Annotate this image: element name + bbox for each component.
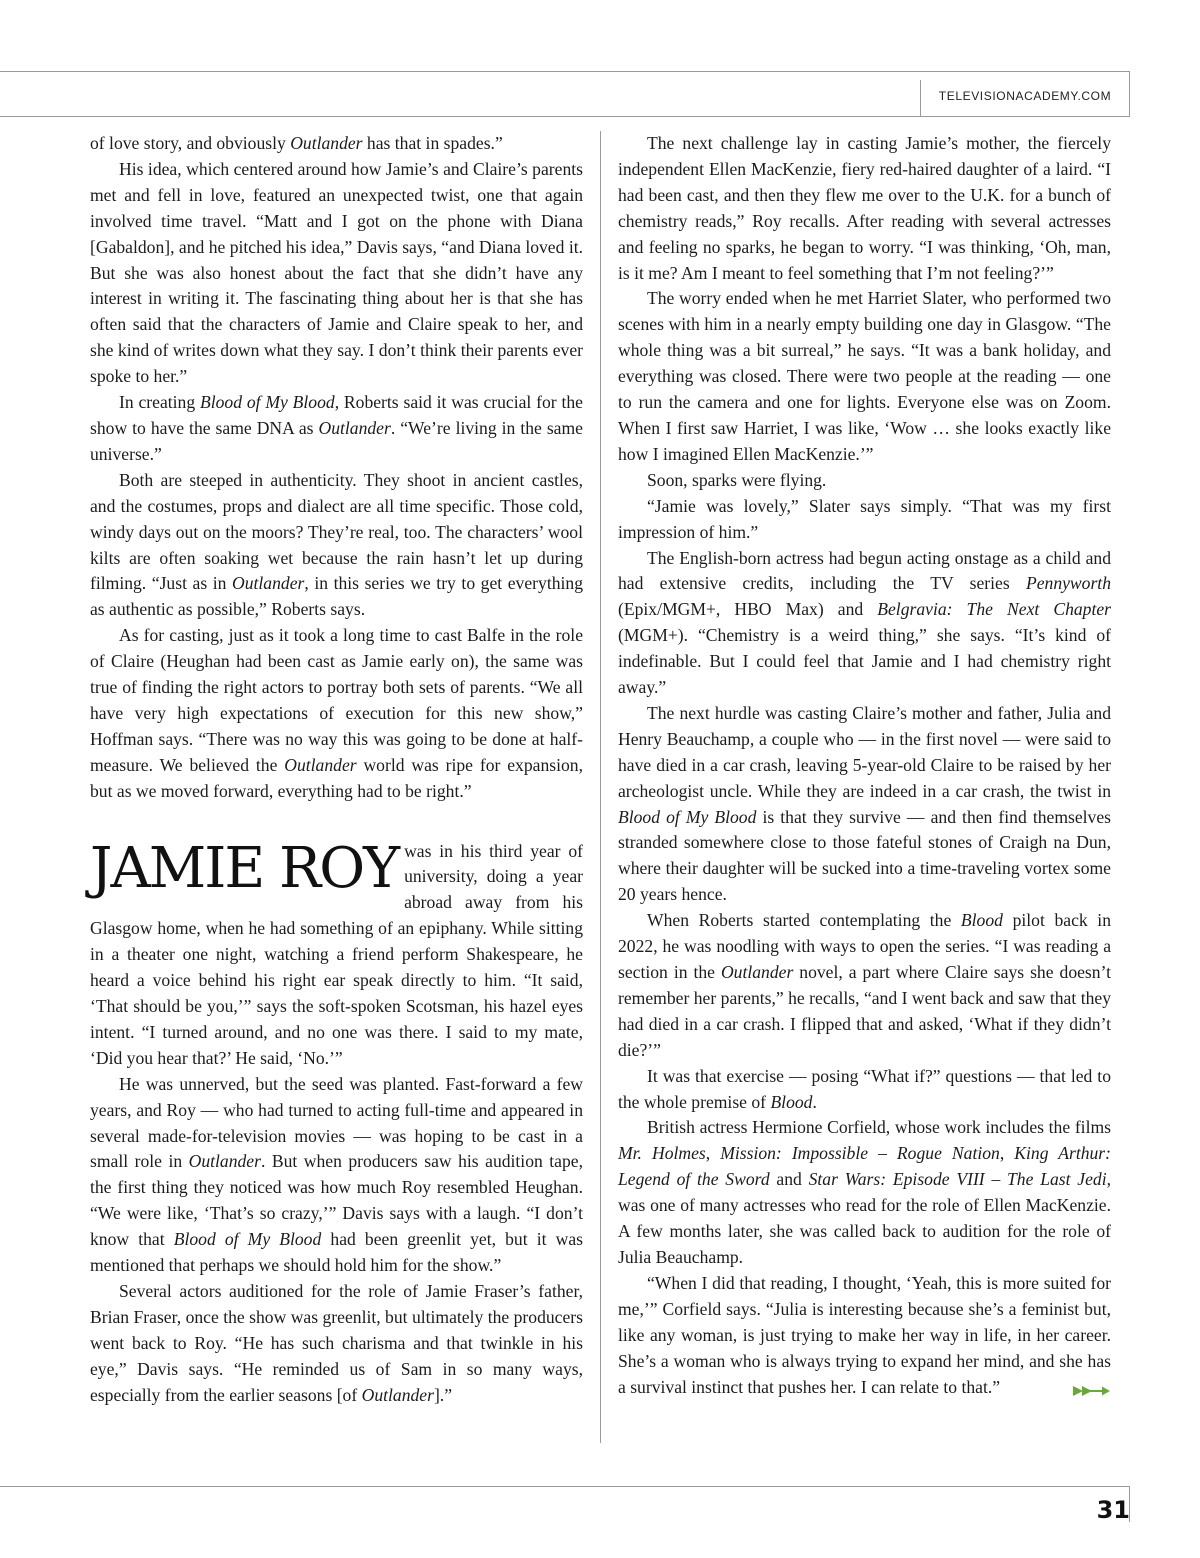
text-run: Soon, sparks were flying. (647, 469, 827, 490)
left-column (90, 131, 583, 1409)
text-run: His idea, which centered around how Jamie’s and Claire’s parents met and fell in love, featured an unexpected twist, one that again involved time travel. “Matt and I got on the phone with Diana [Gabaldon], and he pitched his idea,” Davis says, “and Diana loved it. But she was also honest about the fact that she didn’t have any interest in writing it. The fascinating thing about her is that she has often said that the characters of Jamie and Claire speak to her, and she kind of writes down what they say. I don’t think their parents ever spoke to her.” (90, 158, 583, 387)
header-top-rule (0, 71, 1130, 72)
text-run: British actress Hermione Corfield, whose work includes the films (647, 1117, 1111, 1138)
italic-title: Blood (960, 910, 1003, 931)
article-paragraph (618, 494, 1111, 546)
article-paragraph (618, 468, 1111, 494)
text-run: , (705, 1143, 721, 1164)
text-run: The next challenge lay in casting Jamie’s mother, the fiercely independent Ellen MacKenzie, fiery red-haired daughter of a laird. “I had been cast, and then they flew me over to the U.K. for a bunch of chemistry reads,” Roy recalls. After reading with several actresses and feeling no sparks, he began to worry. “I was thinking, ‘Oh, man, is it me? Am I meant to feel something that I’m not feeling?’” (618, 133, 1111, 283)
italic-title: King Arthur: Legend of the Sword (618, 1143, 1112, 1190)
article-paragraph (90, 390, 583, 468)
text-run: Several actors auditioned for the role of Jamie Fraser’s father, Brian Fraser, once the show was greenlit, but ultimately the producers went back to Roy. “He has such charisma and that twinkle in his eye,” Davis says. “He reminded us of Sam in so many ways, especially from the earlier seasons [of (90, 1280, 583, 1405)
italic-title: Blood (770, 1091, 813, 1112)
section-break (90, 805, 583, 839)
text-run: , was one of many actresses who read for the role of Ellen MacKenzie. A few months later, she was called back to audition for the role of Julia Beauchamp. (618, 1169, 1111, 1267)
text-run: was in his third year of university, doing a year abroad away from his Glasgow home, when he had something of an epiphany. While sitting in a theater one night, watching a friend perform Shakespeare, he heard a voice behind his right ear speak directly to him. “It said, ‘That should be you,’” says the soft-spoken Scotsman, his hazel eyes intent. “I turned around, and no one was there. I said to my mate, ‘Did you hear that?’ He said, ‘No.’” (90, 840, 583, 1068)
article-paragraph (618, 546, 1111, 701)
text-run: of love story, and obviously (90, 133, 291, 153)
article-paragraph (618, 131, 1111, 286)
italic-title: Belgravia: The Next Chapter (877, 599, 1112, 620)
text-run: He was unnerved, but the seed was planted. Fast-forward a few years, and Roy — who had turned to acting full-time and appeared in several made-for-television movies — was hoping to be cast in a small role in (90, 1073, 583, 1172)
article-paragraph (618, 908, 1111, 1063)
site-url: TELEVISIONACADEMY.COM (938, 89, 1112, 103)
text-run: The next hurdle was casting Claire’s mother and father, Julia and Henry Beauchamp, a couple who — in the first novel — were said to have died in a car crash, leaving 5-year-old Claire to be raised by her archeologist uncle. While they are indeed in a car crash, the twist in (618, 702, 1111, 801)
text-run: pilot back in 2022, he was noodling with ways to open the series. “I was reading a section in the (618, 910, 1111, 982)
text-run: novel, a part where Claire says she doesn’t remember her parents,” he recalls, “and I went back and saw that they had died in a car crash. I flipped that and asked, ‘What if they didn’t die?’” (618, 962, 1111, 1060)
italic-title: Star Wars: Episode VIII – The Last Jedi (808, 1169, 1107, 1190)
text-run: world was ripe for expansion, but as we moved forward, everything had to be right.” (90, 754, 583, 801)
text-run: As for casting, just as it took a long time to cast Balfe in the role of Claire (Heughan had been cast as Jamie early on), the same was true of finding the right actors to portray both sets of parents. “We all have very high expectations of execution for this new show,” Hoffman says. “There was no way this was going to be done at half-measure. We believed the (90, 625, 583, 775)
footer-rule (0, 1486, 1130, 1487)
article-paragraph (90, 157, 583, 390)
text-run: . (812, 1091, 817, 1112)
article-paragraph (90, 468, 583, 623)
article-paragraph (618, 1115, 1111, 1270)
italic-title: Mission: Impossible – Rogue Nation (720, 1143, 1000, 1164)
double-arrow-right-icon (1042, 1381, 1111, 1407)
drop-cap-name: JAMIE ROY (90, 835, 399, 901)
text-run: . “We’re living in the same universe.” (90, 417, 583, 464)
text-run: Both are steeped in authenticity. They shoot in ancient castles, and the costumes, props and dialect are all time specific. Those cold, windy days out on the moors? They’re real, too. The characters’ wool kilts are often soaking wet because the rain hasn’t let up during filming. “Just as in (90, 469, 583, 594)
header-bottom-rule (0, 116, 1130, 117)
text-run: , in this series we try to get everything as authentic as possible,” Roberts says. (90, 573, 583, 620)
text-run: When Roberts started contemplating the (647, 910, 961, 931)
italic-title: Blood of My Blood (618, 806, 757, 827)
text-run: , Roberts said it was crucial for the show to have the same DNA as (90, 392, 583, 438)
article-paragraph (618, 1064, 1111, 1116)
article-paragraph (618, 1271, 1111, 1401)
header-divider (920, 80, 921, 116)
italic-title: Pennyworth (1025, 573, 1111, 594)
text-run: , (999, 1143, 1015, 1164)
right-column (618, 131, 1111, 1406)
article-paragraph (90, 1279, 583, 1409)
article-paragraph (618, 286, 1111, 467)
article-paragraph (90, 835, 583, 1072)
text-run: ].” (433, 1384, 453, 1405)
text-run: “When I did that reading, I thought, ‘Yeah, this is more suited for me,’” Corfield says. “Julia is interesting because she’s a feminist but, like any woman, is just trying to make her way in life, in her career. She’s a woman who is always trying to expand her mind, and she has a survival instinct that pushes her. I can relate to that.” (618, 1272, 1111, 1397)
text-run: (Epix/MGM+, HBO Max) and (618, 599, 878, 620)
italic-title: Outlander (361, 1384, 434, 1405)
text-run: It was that exercise — posing “What if?” questions — that led to the whole premise of (618, 1065, 1111, 1112)
italic-title: Outlander (318, 417, 391, 438)
text-run: “Jamie was lovely,” Slater says simply. “That was my first impression of him.” (618, 495, 1111, 542)
italic-title: Mr. Holmes (618, 1143, 706, 1164)
text-run: . But when producers saw his audition tape, the first thing they noticed was how much Roy resembled Heughan. “We were like, ‘That’s so crazy,’” Davis says with a laugh. “I don’t know that (90, 1151, 583, 1250)
article-paragraph (618, 701, 1111, 908)
italic-title: Outlander (720, 962, 794, 982)
header-right-rule (1129, 71, 1130, 116)
text-run: (MGM+). “Chemistry is a weird thing,” she says. “It’s kind of indefinable. But I could feel that Jamie and I had chemistry right away.” (618, 625, 1111, 698)
page-number: 31 (1096, 1496, 1130, 1524)
italic-title: Outlander (188, 1151, 261, 1172)
text-run: and (769, 1169, 809, 1190)
text-run: In creating (119, 392, 200, 413)
italic-title: Outlander (232, 573, 305, 594)
article-paragraph (90, 131, 583, 157)
italic-title: Outlander (284, 754, 357, 775)
column-divider (600, 131, 601, 1443)
italic-title: Blood of My Blood (173, 1229, 322, 1250)
text-run: The worry ended when he met Harriet Slater, who performed two scenes with him in a nearly empty building one day in Glasgow. “The whole thing was a bit surreal,” he says. “It was a bank holiday, and everything was closed. There were two people at the reading — one to run the camera and one for lights. Everyone else was on Zoom. When I first saw Harriet, I was like, ‘Wow … she looks exactly like how I imagined Ellen MacKenzie.’” (618, 288, 1111, 464)
text-run: is that they survive — and then find themselves stranded somewhere close to those fateful stones of Craigh na Dun, where their daughter will be sucked into a time-traveling vortex some 20 years hence. (618, 806, 1111, 905)
article-paragraph (90, 623, 583, 804)
article-paragraph (90, 1072, 583, 1279)
text-run: had been greenlit yet, but it was mentioned that perhaps we should hold him for the show.” (90, 1229, 583, 1276)
italic-title: Outlander (290, 133, 363, 153)
text-run: The English-born actress had begun acting onstage as a child and had extensive credits, including the TV series (618, 547, 1111, 594)
italic-title: Blood of My Blood (199, 392, 335, 413)
text-run: has that in spades.” (362, 133, 503, 153)
